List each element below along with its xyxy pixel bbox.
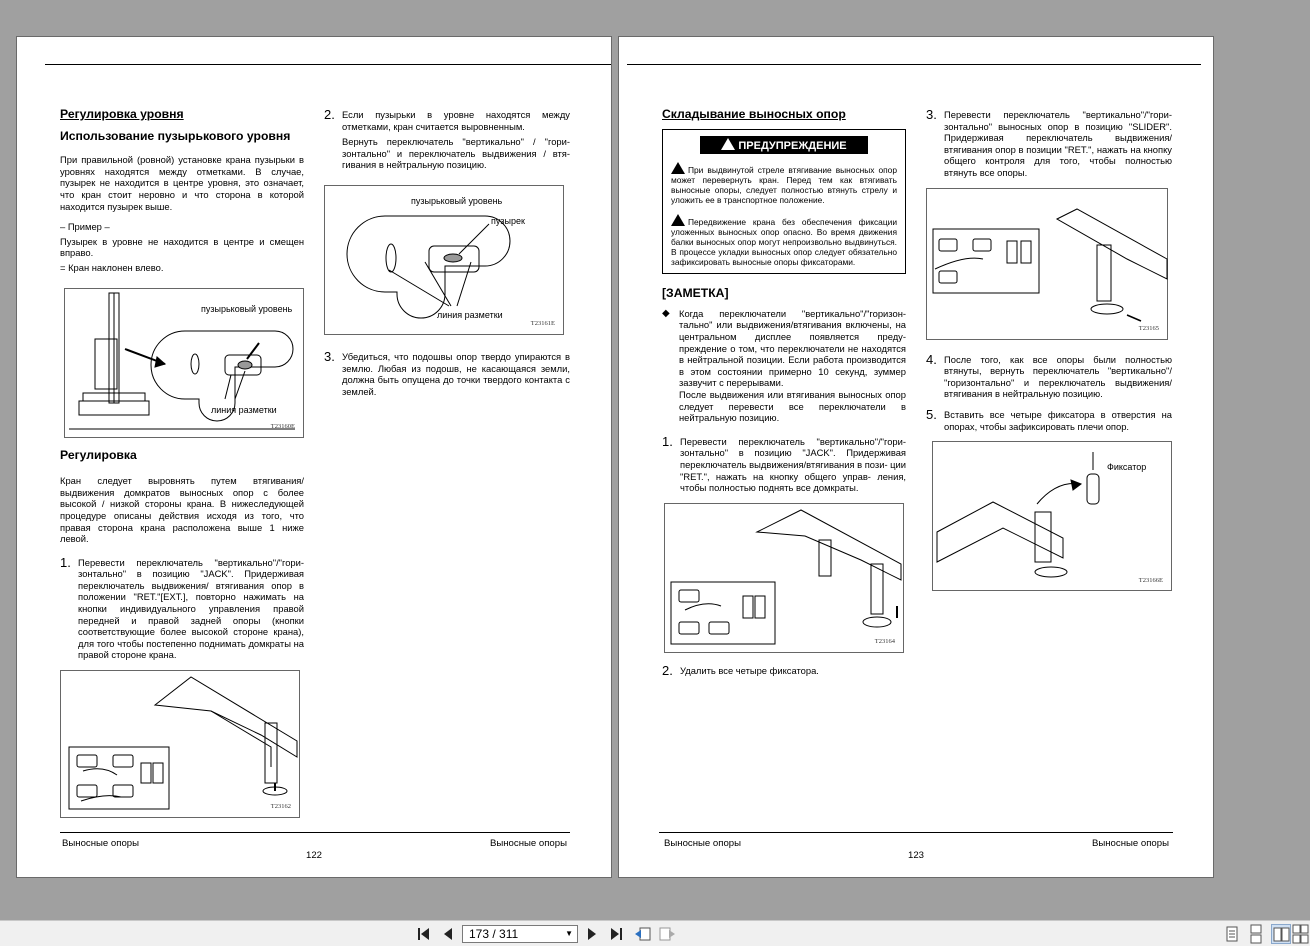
header-rule <box>45 64 611 65</box>
step-5 <box>926 406 1172 432</box>
step-number: 3. <box>324 348 335 364</box>
step-1 <box>662 433 907 494</box>
last-page-icon <box>608 926 624 942</box>
step-number: 2. <box>662 662 673 678</box>
footer-rule <box>60 832 570 833</box>
right-column <box>324 109 570 406</box>
back-view-button[interactable] <box>634 926 650 942</box>
note-item <box>662 308 906 424</box>
figure-code: T23160E <box>270 422 295 430</box>
footer-left: Выносные опоры <box>62 838 140 849</box>
figure-jack-control <box>60 670 300 818</box>
label-bubble-level: пузырьковый уровень <box>201 303 293 314</box>
footer-right: Выносные опоры <box>489 838 567 849</box>
document-page-right <box>618 36 1214 878</box>
step-text: Вставить все четыре фиксатора в отверстия на опорах, чтобы зафиксировать плечи опор. <box>944 408 1172 432</box>
example-text: Пузырек в уровне не находится в центре и смещен вправо. <box>60 235 304 259</box>
forward-view-icon <box>658 926 676 942</box>
step-4 <box>926 351 1172 400</box>
section-title: Регулировка уровня <box>60 107 184 121</box>
adjust-heading: Регулировка <box>60 447 137 462</box>
figure-code: T23165 <box>1138 324 1159 332</box>
next-page-button[interactable] <box>584 926 600 942</box>
two-page-icon <box>1272 925 1292 945</box>
step-2-text-1: Если пузырьки в уровне находятся между отметками, кран считается выровненным. <box>342 109 570 132</box>
note-text-1: Когда переключатели "вертикально"/"горизон- тально" или выдвижения/втягивания включены, на центральном дисплее появляется преду- преждение о том, что переключатели не находятся в нейтральной позиции. Если работа производится в этом состоянии примерно 10 секунд, зуммер зазвучит с перерывами. <box>679 307 906 389</box>
two-page-continuous-view-button[interactable] <box>1291 924 1310 944</box>
note-heading: [ЗАМЕТКА] <box>662 286 729 301</box>
jack-control-illustration <box>61 671 301 819</box>
page-indicator: 173 / 311 <box>469 927 519 941</box>
left-column <box>662 109 906 686</box>
example-label: – Пример – <box>60 221 110 233</box>
step-text: Перевести переключатель "вертикально"/"гори- зонтально" в позицию "JACK". Придерживая переключатель выдвижения/ втягивания опор в положении "RET."[EXT.], повторно нажимать на кнопки индивидуального управления правой передней и правой задней опоры (кнопки соответствующие более высокой стороне крана), для того чтобы постепенно поднимать домкраты на правой стороне крана. <box>78 556 304 661</box>
intro-paragraph: При правильной (ровной) установке крана пузырьки в уровнях находятся между отметками. В случае, пузырек не находится в центре уровня, это означает, что кран стоит неровно и что сторона в которой находится пузырек выше. <box>60 154 304 212</box>
step-number: 1. <box>60 554 71 570</box>
warning-paragraph-2 <box>671 214 897 267</box>
step-number: 4. <box>926 351 937 367</box>
two-page-continuous-icon <box>1291 924 1310 944</box>
step-number: 3. <box>926 107 937 122</box>
warning-icon <box>671 162 685 174</box>
next-page-icon <box>584 926 600 942</box>
warning-icon <box>721 138 735 150</box>
page-number: 123 <box>908 850 925 861</box>
previous-page-icon <box>440 926 456 942</box>
footer-rule <box>659 832 1173 833</box>
single-page-view-button[interactable] <box>1222 924 1242 944</box>
figure-code: T23164 <box>874 638 895 646</box>
jack-all-illustration <box>665 504 905 654</box>
first-page-button[interactable] <box>416 926 432 942</box>
label-lock-pin: Фиксатор <box>1107 462 1147 473</box>
left-column <box>60 109 304 830</box>
adjust-paragraph: Кран следует выровнять путем втягивания/ выдвижения домкратов выносных опор с более высокой / низкой стороны крана. В нижеследующей процедуре описаны действия исходя из того, что правая сторона крана расположена выше 1 ниже левой. <box>60 475 304 545</box>
bullet-diamond-icon: ◆ <box>662 307 670 319</box>
step-number: 1. <box>662 433 673 449</box>
first-page-icon <box>416 926 432 942</box>
right-column <box>926 109 1172 603</box>
document-page-left <box>16 36 612 878</box>
figure-slider-retract <box>926 188 1168 340</box>
label-bubble-level: пузырьковый уровень <box>411 195 503 206</box>
step-2 <box>662 662 906 678</box>
step-number: 5. <box>926 406 937 422</box>
step-1 <box>60 554 304 661</box>
step-number: 2. <box>324 107 335 122</box>
last-page-button[interactable] <box>608 926 624 942</box>
section-title: Складывание выносных опор <box>662 107 846 121</box>
step-3 <box>324 348 570 397</box>
section-subtitle: Использование пузырькового уровня <box>60 128 291 143</box>
label-bubble: пузырек <box>491 215 525 226</box>
label-marking-line: линия разметки <box>437 309 503 320</box>
chevron-down-icon[interactable]: ▼ <box>565 929 573 938</box>
note-text-2: После выдвижения или втягивания выносных опор следует перевести все переключатели в нейтральную позицию. <box>679 388 906 424</box>
figure-code: T23166E <box>1138 576 1163 584</box>
figure-bubble-level-crane <box>64 288 304 438</box>
step-text: Убедиться, что подошвы опор твердо упираются в землю. Любая из подошв, не касающаяся земли, должна быть опущена до точки твердого контакта с землей. <box>342 350 570 397</box>
footer-right: Выносные опоры <box>1091 838 1169 849</box>
figure-code: T23162 <box>270 803 291 811</box>
warning-header <box>700 136 868 155</box>
figure-code: T23161E <box>530 320 555 328</box>
forward-view-button[interactable] <box>658 926 674 942</box>
warning-icon <box>671 214 685 226</box>
step-2 <box>324 109 570 175</box>
page-number-input[interactable] <box>462 925 578 943</box>
warning-text-1: При выдвинутой стреле втягивание выносных опор может перевернуть кран. Перед тем как втягивать выносные опоры, следует полностью втянуть стрелу и уложить ее в транспортное положение. <box>671 165 897 206</box>
continuous-view-button[interactable] <box>1246 924 1266 944</box>
viewer-toolbar <box>0 920 1310 946</box>
step-3 <box>926 109 1172 179</box>
header-rule <box>627 64 1201 65</box>
warning-box <box>662 129 906 275</box>
footer-left: Выносные опоры <box>664 838 742 849</box>
example-result: = Кран наклонен влево. <box>60 261 164 273</box>
note-text <box>679 308 906 424</box>
previous-page-button[interactable] <box>440 926 456 942</box>
single-page-icon <box>1222 924 1242 944</box>
back-view-icon <box>634 926 652 942</box>
figure-bubble-level-detail <box>324 185 564 335</box>
label-marking-line: линия разметки <box>211 404 277 415</box>
warning-header-text: ПРЕДУПРЕЖДЕНИЕ <box>738 139 847 152</box>
step-text: Перевести переключатель "вертикально"/"гори- зонтально" выносных опор в позицию "SLIDER". Придерживая переключатель выдвижения/ втягивания опор в позиции "RET.", нажать на кнопку общего контроля для того, чтобы полностью втянуть все опоры. <box>944 109 1172 178</box>
figure-lock-pin <box>932 441 1172 591</box>
step-text <box>342 109 570 175</box>
slider-retract-illustration <box>927 189 1169 341</box>
continuous-page-icon <box>1246 924 1266 944</box>
step-2-text-2: Вернуть переключатель "вертикально" / "гори- зонтально" и переключатель выдвижения / втя- гивания в нейтральную позицию. <box>342 136 570 171</box>
two-page-view-button[interactable] <box>1271 924 1291 944</box>
warning-paragraph-1 <box>671 162 897 205</box>
figure-jack-all <box>664 503 904 653</box>
warning-text-2: Передвижение крана без обеспечения фиксации уложенных выносных опор опасно. Во время движения балки выносных опор могут непроизвольно выдвинуться. В процессе укладки выносных опор следует обязательно зафиксировать выносные опоры фиксаторами. <box>671 217 897 268</box>
step-text: Перевести переключатель "вертикально"/"гори- зонтально" в позицию "JACK". Придерживая переключатель выдвижения/втягивания в пози- ции "RET.", нажать на кнопку общего управ- ления, чтобы полностью поднять все домкраты. <box>680 435 907 494</box>
step-text: Удалить все четыре фиксатора. <box>680 664 819 676</box>
step-text: После того, как все опоры были полностью втянуты, вернуть переключатель "вертикально"/ "горизонтально" и переключатель выдвижения/ втягивания в нейтральную позицию. <box>944 353 1172 400</box>
page-number: 122 <box>306 850 323 861</box>
